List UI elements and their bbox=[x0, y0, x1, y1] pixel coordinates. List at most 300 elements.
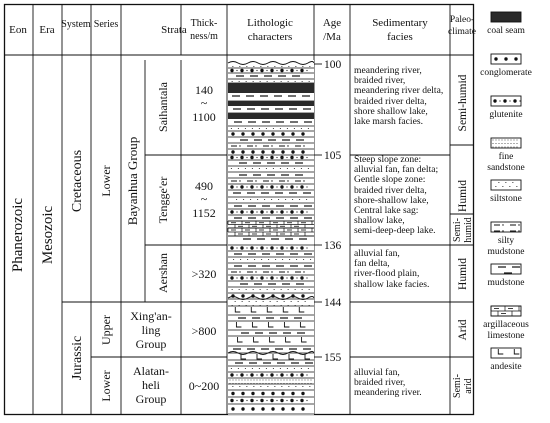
conglomerate-pebble bbox=[231, 294, 234, 297]
glutenite-grain bbox=[266, 374, 267, 375]
age-100: 100 bbox=[324, 59, 342, 71]
siltstone-dot bbox=[273, 368, 274, 369]
glutenite-pebble bbox=[240, 156, 243, 159]
glutenite-grain bbox=[246, 211, 247, 212]
legend-item-siltstone bbox=[490, 180, 522, 204]
fine-sandstone-dot bbox=[230, 380, 231, 381]
siltstone-dot bbox=[292, 199, 293, 200]
siltstone-dot bbox=[239, 386, 240, 387]
conglomerate-pebble bbox=[281, 392, 284, 395]
legend-swatch-pattern bbox=[491, 12, 521, 22]
glutenite-grain bbox=[236, 247, 237, 248]
glutenite-pebble bbox=[280, 210, 283, 213]
facies-line: shallow lake, bbox=[354, 215, 405, 227]
legend-item-coal bbox=[487, 12, 525, 36]
glutenite-grain bbox=[306, 400, 307, 401]
conglomerate-pebble bbox=[291, 392, 294, 395]
siltstone-dot bbox=[235, 301, 236, 302]
legend-swatch-pattern bbox=[493, 140, 518, 148]
silty-mudstone-dot bbox=[255, 180, 256, 181]
facies-line: Gentle slope zone: bbox=[354, 174, 426, 186]
glutenite-grain bbox=[286, 400, 287, 401]
silty-mudstone-dot bbox=[239, 271, 240, 272]
fine-sandstone-dot bbox=[251, 380, 252, 381]
fine-sandstone-dot bbox=[505, 147, 506, 148]
siltstone-dot bbox=[233, 259, 234, 260]
glutenite-pebble bbox=[300, 373, 303, 376]
coal-seam-fill bbox=[228, 83, 314, 88]
legend-swatch-pattern bbox=[493, 99, 520, 102]
facies-line: lake marsh facies. bbox=[354, 116, 423, 128]
glutenite-grain bbox=[236, 400, 237, 401]
fine-sandstone-dot bbox=[493, 140, 494, 141]
facies-aershan bbox=[354, 249, 429, 290]
legend-swatch-border bbox=[491, 348, 521, 358]
glutenite-pebble bbox=[280, 246, 283, 249]
glutenite-pebble bbox=[250, 156, 253, 159]
conglomerate-pebble bbox=[514, 57, 517, 60]
group-bayanhua-label: Bayanhua Group bbox=[125, 136, 140, 226]
fine-sandstone-dot bbox=[517, 143, 518, 144]
conglomerate-pebble bbox=[241, 294, 244, 297]
glutenite-grain bbox=[266, 247, 267, 248]
legend-swatch-andesite bbox=[491, 348, 521, 358]
legend-swatch-pattern bbox=[491, 306, 521, 316]
glutenite-grain bbox=[306, 374, 307, 375]
glutenite-grain bbox=[509, 100, 510, 101]
conglomerate-pebble bbox=[281, 294, 284, 297]
siltstone-dot bbox=[232, 289, 233, 290]
glutenite-pebble bbox=[240, 246, 243, 249]
glutenite-grain bbox=[286, 186, 287, 187]
conglomerate-pebble bbox=[301, 407, 304, 410]
glutenite-grain bbox=[296, 374, 297, 375]
glutenite-pebble bbox=[290, 276, 293, 279]
glutenite-pebble bbox=[230, 373, 233, 376]
conglomerate-pebble bbox=[504, 57, 507, 60]
glutenite-grain bbox=[266, 400, 267, 401]
coal-seam-fill bbox=[228, 113, 314, 119]
siltstone-dot bbox=[259, 128, 260, 129]
glutenite-grain bbox=[236, 374, 237, 375]
facies-saihantala bbox=[354, 66, 443, 127]
glutenite-grain bbox=[246, 277, 247, 278]
siltstone-dot bbox=[257, 199, 258, 200]
siltstone-dot bbox=[261, 259, 262, 260]
climate-humid-aershan: Humid bbox=[457, 258, 469, 290]
siltstone-dot bbox=[280, 128, 281, 129]
fine-sandstone-dot bbox=[272, 380, 273, 381]
glutenite-pebble bbox=[260, 185, 263, 188]
silty-mudstone-dot bbox=[502, 224, 503, 225]
conglomerate-pebble bbox=[281, 132, 284, 135]
siltstone-dot bbox=[308, 368, 309, 369]
siltstone-dot bbox=[246, 66, 247, 67]
siltstone-dot bbox=[303, 259, 304, 260]
fine-sandstone-dot bbox=[281, 380, 282, 381]
siltstone-dot bbox=[289, 259, 290, 260]
thickness-alatanheli: 0~200 bbox=[188, 379, 220, 393]
legend-swatch-coal bbox=[491, 12, 521, 22]
siltstone-dot bbox=[249, 301, 250, 302]
legend-item-silty-mudstone bbox=[488, 222, 525, 257]
facies-line: braided river, bbox=[354, 75, 406, 87]
fine-sandstone-dot bbox=[508, 143, 509, 144]
fine-sandstone-dot bbox=[505, 143, 506, 144]
legend-label: argillaceous bbox=[483, 320, 529, 330]
facies-line: braided river delta, bbox=[354, 95, 427, 107]
legend-label: mudstone bbox=[487, 278, 525, 288]
glutenite-pebble bbox=[230, 276, 233, 279]
siltstone-dot bbox=[268, 259, 269, 260]
glutenite-grain bbox=[266, 277, 267, 278]
legend-label: mudstone bbox=[487, 247, 525, 257]
legend-item-limestone bbox=[483, 306, 529, 341]
siltstone-dot bbox=[236, 199, 237, 200]
conglomerate-pebble bbox=[291, 150, 294, 153]
conglomerate-pebble bbox=[271, 132, 274, 135]
siltstone-dot bbox=[245, 128, 246, 129]
legend-swatch-pattern bbox=[495, 182, 517, 187]
glutenite-pebble bbox=[230, 399, 233, 402]
climate-semi-humid-1: Semi- bbox=[452, 218, 463, 242]
silty-mudstone-dot bbox=[287, 145, 288, 146]
fine-sandstone-dot bbox=[502, 140, 503, 141]
fine-sandstone-dot bbox=[296, 380, 297, 381]
glutenite-grain bbox=[276, 211, 277, 212]
siltstone-dot bbox=[516, 186, 517, 187]
glutenite-grain bbox=[276, 374, 277, 375]
climate-semi-arid-1: Semi- bbox=[452, 374, 463, 398]
glutenite-pebble bbox=[260, 156, 263, 159]
glutenite-pebble bbox=[230, 185, 233, 188]
siltstone-dot bbox=[238, 168, 239, 169]
legend-item-mudstone bbox=[488, 264, 525, 288]
fine-sandstone-dot bbox=[499, 147, 500, 148]
siltstone-dot bbox=[266, 168, 267, 169]
glutenite-grain bbox=[276, 400, 277, 401]
legend-swatch-pattern bbox=[494, 57, 517, 60]
glutenite-grain bbox=[256, 70, 257, 71]
age-136: 136 bbox=[324, 240, 342, 252]
glutenite-grain bbox=[266, 157, 267, 158]
formation-aershan-label: Aershan bbox=[156, 253, 170, 293]
facies-alatanheli bbox=[354, 368, 422, 399]
facies-line: shallow lake facies. bbox=[354, 278, 430, 290]
fine-sandstone-dot bbox=[260, 380, 261, 381]
glutenite-pebble bbox=[260, 373, 263, 376]
fine-sandstone-dot bbox=[290, 380, 291, 381]
glutenite-grain bbox=[306, 211, 307, 212]
siltstone-dot bbox=[309, 386, 310, 387]
siltstone-dot bbox=[301, 128, 302, 129]
siltstone-dot bbox=[243, 199, 244, 200]
siltstone-dot bbox=[267, 289, 268, 290]
siltstone-dot bbox=[302, 81, 303, 82]
siltstone-dot bbox=[259, 168, 260, 169]
siltstone-dot bbox=[509, 186, 510, 187]
facies-line: alluvial fan, bbox=[354, 248, 400, 259]
fine-sandstone-dot bbox=[284, 380, 285, 381]
thickness-saihantala-2: ~ bbox=[200, 96, 208, 110]
legend-swatch-siltstone bbox=[491, 180, 521, 190]
lithology-legend bbox=[480, 12, 532, 372]
glutenite-grain bbox=[256, 400, 257, 401]
facies-line: braided river delta, bbox=[354, 184, 427, 196]
paleoclimate-labels bbox=[452, 74, 474, 398]
legend-label: glutenite bbox=[489, 110, 523, 120]
glutenite-grain bbox=[306, 247, 307, 248]
glutenite-pebble bbox=[260, 276, 263, 279]
silty-mudstone-dot bbox=[303, 271, 304, 272]
siltstone-dot bbox=[280, 368, 281, 369]
fine-sandstone-dot bbox=[236, 380, 237, 381]
siltstone-dot bbox=[246, 386, 247, 387]
siltstone-dot bbox=[278, 199, 279, 200]
climate-humid-tenggeer: Humid bbox=[457, 180, 469, 212]
siltstone-dot bbox=[266, 128, 267, 129]
siltstone-dot bbox=[505, 182, 506, 183]
siltstone-dot bbox=[253, 386, 254, 387]
fine-sandstone-dot bbox=[514, 147, 515, 148]
glutenite-grain bbox=[286, 247, 287, 248]
header-age-2: /Ma bbox=[323, 31, 341, 43]
glutenite-grain bbox=[256, 157, 257, 158]
legend-label: fine bbox=[498, 152, 514, 162]
glutenite-grain bbox=[296, 70, 297, 71]
siltstone-dot bbox=[256, 301, 257, 302]
alatanheli-name-2: heli bbox=[142, 378, 160, 392]
conglomerate-pebble bbox=[241, 407, 244, 410]
glutenite-pebble bbox=[250, 276, 253, 279]
glutenite-pebble bbox=[270, 373, 273, 376]
siltstone-dot bbox=[309, 81, 310, 82]
fine-sandstone-dot bbox=[511, 140, 512, 141]
silty-mudstone-dot bbox=[518, 224, 519, 225]
thickness-saihantala-1: 140 bbox=[195, 83, 213, 97]
glutenite-pebble bbox=[280, 185, 283, 188]
climate-semi-humid-2: humid bbox=[463, 217, 474, 243]
conglomerate-pebble bbox=[251, 392, 254, 395]
glutenite-pebble bbox=[250, 69, 253, 72]
glutenite-grain bbox=[246, 157, 247, 158]
glutenite-grain bbox=[519, 100, 520, 101]
header-lithology-2: characters bbox=[247, 31, 293, 43]
legend-swatch-border bbox=[491, 138, 521, 148]
fine-sandstone-dot bbox=[299, 380, 300, 381]
thickness-tenggeer-1: 490 bbox=[195, 179, 213, 193]
alatanheli-name-1: Alatan- bbox=[133, 364, 169, 378]
siltstone-dot bbox=[263, 301, 264, 302]
silty-mudstone-dot bbox=[239, 180, 240, 181]
siltstone-dot bbox=[267, 81, 268, 82]
legend-label: conglomerate bbox=[480, 68, 532, 78]
legend-swatch-mudstone bbox=[491, 264, 521, 274]
siltstone-dot bbox=[252, 128, 253, 129]
siltstone-dot bbox=[260, 386, 261, 387]
siltstone-dot bbox=[281, 66, 282, 67]
glutenite-pebble bbox=[230, 246, 233, 249]
siltstone-dot bbox=[231, 168, 232, 169]
siltstone-dot bbox=[281, 386, 282, 387]
age-105: 105 bbox=[324, 150, 342, 162]
siltstone-dot bbox=[306, 199, 307, 200]
xinganling-name-3: Group bbox=[135, 337, 167, 351]
conglomerate-pebble bbox=[291, 132, 294, 135]
siltstone-dot bbox=[238, 128, 239, 129]
age-scale bbox=[314, 59, 342, 364]
conglomerate-pebble bbox=[231, 407, 234, 410]
siltstone-dot bbox=[252, 168, 253, 169]
glutenite-pebble bbox=[250, 210, 253, 213]
siltstone-dot bbox=[309, 289, 310, 290]
glutenite-grain bbox=[296, 157, 297, 158]
glutenite-grain bbox=[246, 247, 247, 248]
glutenite-pebble bbox=[240, 373, 243, 376]
glutenite-pebble bbox=[300, 185, 303, 188]
glutenite-grain bbox=[286, 277, 287, 278]
fine-sandstone-dot bbox=[308, 380, 309, 381]
siltstone-dot bbox=[245, 168, 246, 169]
glutenite-grain bbox=[256, 247, 257, 248]
legend-label: sandstone bbox=[487, 163, 525, 173]
siltstone-dot bbox=[250, 199, 251, 200]
conglomerate-pebble bbox=[301, 294, 304, 297]
glutenite-pebble bbox=[260, 399, 263, 402]
glutenite-grain bbox=[276, 277, 277, 278]
siltstone-dot bbox=[296, 259, 297, 260]
fine-sandstone-dot bbox=[287, 380, 288, 381]
siltstone-dot bbox=[274, 66, 275, 67]
lithology-column bbox=[228, 60, 314, 415]
siltstone-dot bbox=[246, 289, 247, 290]
fine-sandstone-dot bbox=[305, 380, 306, 381]
jurassic-group-names bbox=[130, 309, 171, 406]
glutenite-pebble bbox=[240, 276, 243, 279]
glutenite-pebble bbox=[270, 246, 273, 249]
glutenite-pebble bbox=[240, 69, 243, 72]
header-facies-1: Sedimentary bbox=[372, 17, 428, 29]
siltstone-dot bbox=[288, 289, 289, 290]
conglomerate-pebble bbox=[271, 294, 274, 297]
fine-sandstone-dot bbox=[505, 140, 506, 141]
siltstone-dot bbox=[232, 66, 233, 67]
glutenite-pebble bbox=[493, 99, 496, 102]
glutenite-grain bbox=[296, 400, 297, 401]
glutenite-grain bbox=[236, 157, 237, 158]
chrono-labels bbox=[10, 81, 170, 401]
fine-sandstone-dot bbox=[511, 143, 512, 144]
facies-line: meandering river delta, bbox=[354, 85, 444, 97]
glutenite-grain bbox=[276, 157, 277, 158]
legend-label: coal seam bbox=[487, 26, 525, 36]
glutenite-pebble bbox=[280, 399, 283, 402]
legend-label: andesite bbox=[490, 362, 522, 372]
siltstone-dot bbox=[502, 186, 503, 187]
xinganling-name-1: Xing'an- bbox=[130, 309, 172, 323]
thickness-aershan: >320 bbox=[191, 267, 217, 281]
siltstone-dot bbox=[253, 289, 254, 290]
glutenite-pebble bbox=[503, 99, 506, 102]
siltstone-dot bbox=[267, 66, 268, 67]
conglomerate-pebble bbox=[301, 132, 304, 135]
siltstone-dot bbox=[281, 289, 282, 290]
glutenite-pebble bbox=[260, 69, 263, 72]
siltstone-dot bbox=[301, 368, 302, 369]
thickness-tenggeer-3: 1152 bbox=[192, 206, 216, 220]
climate-semi-humid-top: Semi-humid bbox=[457, 74, 469, 132]
siltstone-dot bbox=[294, 168, 295, 169]
siltstone-dot bbox=[246, 81, 247, 82]
fine-sandstone-dot bbox=[517, 147, 518, 148]
fine-sandstone-dot bbox=[496, 140, 497, 141]
siltstone-dot bbox=[260, 66, 261, 67]
siltstone-dot bbox=[231, 128, 232, 129]
fine-sandstone-dot bbox=[493, 147, 494, 148]
siltstone-dot bbox=[284, 301, 285, 302]
header-strata: Strata bbox=[161, 24, 187, 36]
siltstone-dot bbox=[254, 259, 255, 260]
glutenite-grain bbox=[256, 211, 257, 212]
glutenite-pebble bbox=[280, 373, 283, 376]
conglomerate-pebble bbox=[251, 150, 254, 153]
siltstone-dot bbox=[239, 66, 240, 67]
glutenite-grain bbox=[306, 277, 307, 278]
conglomerate-pebble bbox=[261, 407, 264, 410]
legend-swatch-glutenite bbox=[491, 96, 521, 106]
facies-line: shore shallow lake, bbox=[354, 105, 428, 117]
glutenite-pebble bbox=[300, 156, 303, 159]
glutenite-grain bbox=[286, 374, 287, 375]
siltstone-dot bbox=[231, 368, 232, 369]
thickness-values bbox=[189, 83, 220, 393]
siltstone-dot bbox=[301, 168, 302, 169]
siltstone-dot bbox=[294, 128, 295, 129]
glutenite-pebble bbox=[290, 156, 293, 159]
legend-swatch-pattern bbox=[498, 267, 520, 273]
facies-line: meandering river, bbox=[354, 65, 422, 76]
glutenite-pebble bbox=[300, 210, 303, 213]
siltstone-dot bbox=[270, 301, 271, 302]
silty-mudstone-dot bbox=[518, 230, 519, 231]
coal-seam-fill bbox=[228, 88, 314, 93]
alatanheli-name-3: Group bbox=[135, 392, 167, 406]
silty-mudstone-dot bbox=[271, 180, 272, 181]
glutenite-pebble bbox=[300, 399, 303, 402]
facies-line: fan delta, bbox=[354, 258, 390, 270]
lithology-layer-coal bbox=[228, 88, 314, 93]
siltstone-dot bbox=[267, 386, 268, 387]
glutenite-pebble bbox=[290, 210, 293, 213]
fine-sandstone-dot bbox=[242, 380, 243, 381]
siltstone-dot bbox=[273, 168, 274, 169]
fine-sandstone-dot bbox=[263, 380, 264, 381]
fine-sandstone-dot bbox=[275, 380, 276, 381]
fine-sandstone-dot bbox=[502, 143, 503, 144]
andesite-mark bbox=[498, 349, 503, 354]
glutenite-pebble bbox=[250, 246, 253, 249]
glutenite-grain bbox=[256, 277, 257, 278]
legend-swatch-silty-mudstone bbox=[491, 222, 521, 232]
siltstone-dot bbox=[287, 368, 288, 369]
siltstone-dot bbox=[260, 81, 261, 82]
legend-swatch-pattern bbox=[498, 349, 519, 354]
glutenite-grain bbox=[296, 277, 297, 278]
siltstone-dot bbox=[274, 289, 275, 290]
glutenite-pebble bbox=[240, 399, 243, 402]
siltstone-dot bbox=[291, 301, 292, 302]
climate-arid: Arid bbox=[457, 319, 469, 341]
